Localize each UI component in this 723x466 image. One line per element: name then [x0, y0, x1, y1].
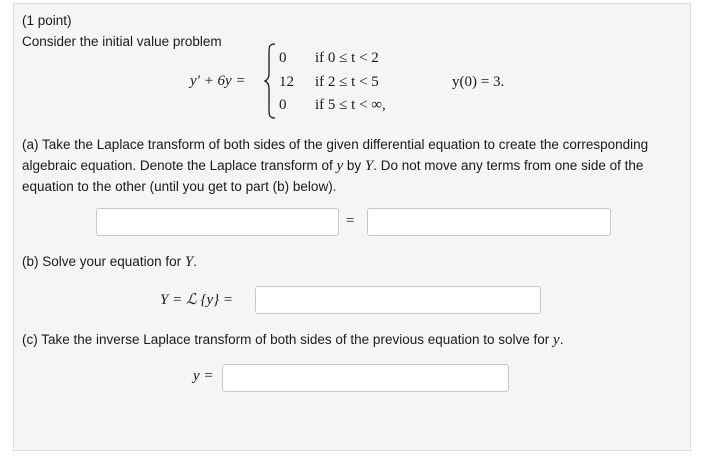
part-b-label: Y = ℒ {y} =: [160, 292, 234, 308]
left-brace-icon: [264, 43, 276, 119]
y-transform-input[interactable]: [255, 286, 541, 314]
laplace-rhs-input[interactable]: [367, 208, 611, 236]
problem-intro: Consider the initial value problem: [22, 34, 222, 49]
part-a-text-line-2: algebraic equation. Denote the Laplace transform of y by Y. Do not move any terms from one side of the: [22, 158, 644, 174]
initial-condition: y(0) = 3.: [452, 74, 505, 90]
y-solution-input[interactable]: [222, 364, 509, 392]
part-c-label: y =: [193, 368, 214, 384]
part-a-text-line-3: equation to the other (until you get to part (b) below).: [22, 179, 337, 194]
part-b-text: (b) Solve your equation for Y.: [22, 254, 197, 270]
case-3-value: 0: [279, 97, 287, 113]
case-2-condition: if 2 ≤ t < 5: [315, 74, 379, 90]
part-c-text: (c) Take the inverse Laplace transform of both sides of the previous equation to solve for y.: [22, 332, 564, 348]
case-1-value: 0: [279, 50, 287, 66]
points-label: (1 point): [22, 13, 72, 28]
laplace-lhs-input[interactable]: [96, 208, 339, 236]
case-1-condition: if 0 ≤ t < 2: [315, 50, 379, 66]
case-2-value: 12: [279, 74, 294, 90]
equation-lhs: y′ + 6y =: [190, 73, 246, 89]
equals-sign: =: [346, 213, 355, 229]
case-3-condition: if 5 ≤ t < ∞,: [315, 97, 386, 113]
part-a-text-line-1: (a) Take the Laplace transform of both sides of the given differential equation to create the corresponding: [22, 137, 649, 152]
